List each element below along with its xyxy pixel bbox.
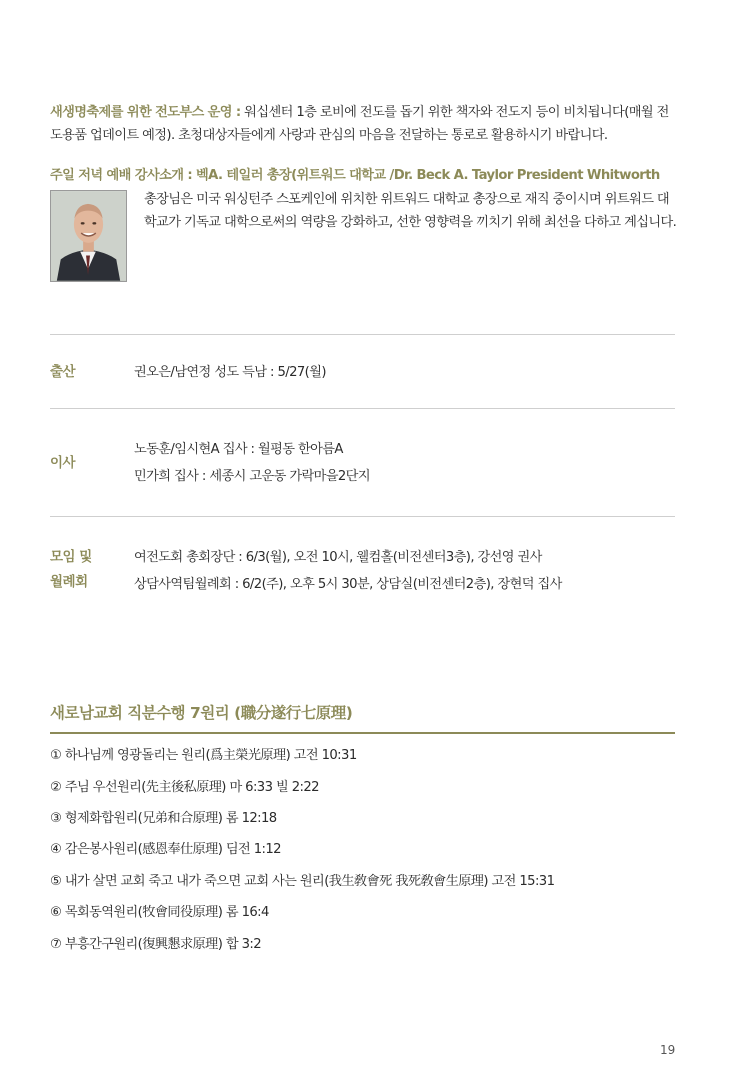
booth-heading: 새생명축제를 위한 전도부스 운영 : — [50, 105, 241, 120]
principle-item: ③ 형제화합원리(兄弟和合原理) 롬 12:18 — [50, 811, 277, 826]
principle-item: ① 하나님께 영광돌리는 원리(爲主榮光原理) 고전 10:31 — [50, 748, 357, 763]
page-number: 19 — [660, 1043, 676, 1057]
principle-item: ⑦ 부흥간구원리(復興懇求原理) 합 3:2 — [50, 937, 262, 952]
booth-text: 워십센터 1층 로비에 전도를 돕기 위한 책자와 전도지 등이 비치됩니다(매월 전도용품 업데이트 예정). 초청대상자들에게 사랑과 관심의 마음을 전달하는 통로로 활용하시기 바랍니다. — [50, 105, 669, 143]
meetings-label-line1: 모임 및 — [50, 549, 92, 565]
divider — [50, 516, 675, 517]
birth-line: 권오은/남연정 성도 득남 : 5/27(월) — [134, 365, 326, 380]
birth-label: 출산 — [50, 364, 76, 380]
moving-label: 이사 — [50, 455, 76, 471]
principle-item: ② 주님 우선원리(先主後私原理) 마 6:33 빌 2:22 — [50, 780, 319, 795]
principles-divider — [50, 732, 675, 734]
moving-line: 노동훈/임시현A 집사 : 월평동 한아름A — [134, 442, 343, 457]
speaker-heading: 주일 저녁 예배 강사소개 : 벡A. 테일러 총장(위트워드 대학교 /Dr. Beck A. Taylor President Whitworth — [50, 168, 660, 183]
principle-item: ⑤ 내가 살면 교회 죽고 내가 죽으면 교회 사는 원리(我生敎會死 我死敎會生原理) 고전 15:31 — [50, 874, 555, 889]
principle-item: ④ 감은봉사원리(感恩奉仕原理) 딤전 1:12 — [50, 842, 281, 857]
meetings-line: 상담사역팀월례회 : 6/2(주), 오후 5시 30분, 상담실(비전센터2층), 장현덕 집사 — [134, 577, 562, 592]
meetings-line: 여전도회 총회장단 : 6/3(월), 오전 10시, 웰컴홀(비전센터3층), 강선영 권사 — [134, 550, 542, 565]
principle-item: ⑥ 목회동역원리(牧會同役原理) 롬 16:4 — [50, 905, 269, 920]
divider — [50, 408, 675, 409]
principles-title: 새로남교회 직분수행 7원리 (職分遂行七原理) — [50, 704, 353, 722]
booth-notice — [50, 101, 680, 147]
speaker-photo — [50, 190, 127, 282]
moving-line: 민가희 집사 : 세종시 고운동 가락마을2단지 — [134, 469, 370, 484]
speaker-description: 총장님은 미국 워싱턴주 스포케인에 위치한 위트워드 대학교 총장으로 재직 중이시며 위트워드 대학교가 기독교 대학으로써의 역량을 강화하고, 선한 영향력을 끼치기 위해 최선을 다하고 계십니다. — [144, 192, 677, 230]
meetings-label-line2: 월례회 — [50, 574, 88, 590]
divider — [50, 334, 675, 335]
